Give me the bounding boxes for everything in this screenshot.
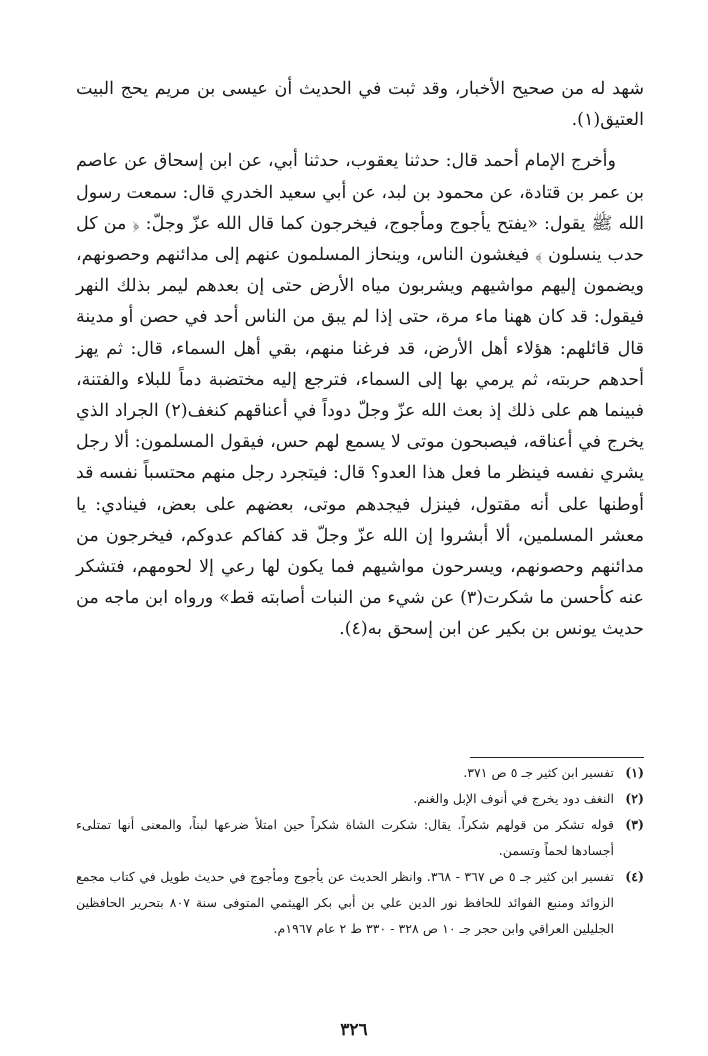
footnote-divider [470,757,644,758]
paragraph-1: شهد له من صحيح الأخبار، وقد ثبت في الحديث أن عيسى بن مريم يحج البيت العتيق(١). [76,79,644,131]
footnotes [76,760,644,942]
footnote-4 [76,864,644,942]
footnote-text: قوله تشكر من قولهم شكراً. يقال: شكرت الشاة شكراً حين امتلأ ضرعها لبناً، والمعنى أنها تمتلىء أجسادها لحماً وتسمن. [76,817,614,858]
footnote-text: النغف دود يخرج في أنوف الإبل والغنم. [413,791,614,806]
paragraph-2: وأخرج الإمام أحمد قال: حدثنا يعقوب، حدثنا أبي، عن ابن إسحاق عن عاصم بن عمر بن قتادة، عن محمود بن لبد، عن أبي سعيد الخدري قال: سمعت رسول الله ﷺ يقول: «يفتح يأجوج ومأجوج، فيخرجون كما قال الله عزّ وجلّ: ﴿ من كل حدب ينسلون ﴾ فيغشون الناس، وينحاز المسلمون عنهم إلى مدائنهم وحصونهم، ويضمون إليهم مواشيهم ويشربون مياه الأرض حتى إن بعدهم ليمر بذلك النهر فيقول: قد كان ههنا ماء مرة، حتى إذا لم يبق من الناس أحد في حصن أو مدينة قال قائلهم: هؤلاء أهل الأرض، قد فرغنا منهم، بقي أهل السماء، قال: ثم يهز أحدهم حربته، ثم يرمي بها إلى السماء، فترجع إليه مختضبة دماً للبلاء والفتنة، فبينما هم على ذلك إذ بعث الله عزّ وجلّ دوداً في أعناقهم كنغف(٢) الجراد الذي يخرج في أعناقه، فيصبحون موتى لا يسمع لهم حس، فيقول المسلمون: ألا رجل يشري نفسه فينظر ما فعل هذا العدو؟ قال: فيتجرد رجل منهم محتسباً نفسه قد أوطنها على أنه مقتول، فينزل فيجدهم موتى، بعضهم على بعض، فينادي: يا معشر المسلمين، ألا أبشروا إن الله عزّ وجلّ قد كفاكم عدوكم، فيخرجون من مدائنهم وحصونهم، ويسرحون مواشيهم فما يكون لها رعي إلا لحومهم، فتشكر عنه كأحسن ما شكرت(٣) عن شيء من النبات أصابته قط» ورواه ابن ماجه من حديث يونس بن بكير عن ابن إسحق به(٤). [76,151,645,640]
page-number: ٣٢٦ [340,1020,368,1040]
footnote-text: تفسير ابن كثير جـ ٥ ص ٣٦٧ - ٣٦٨. وانظر الحديث عن يأجوج ومأجوج في حديث طويل في كتاب مجمع الزوائد ومنبع الفوائد للحافظ نور الدين علي بن أبي بكر الهيثمي المتوفى سنة ٨٠٧ بتحرير الحافظين الجليلين العراقي وابن حجر جـ ١٠ ص ٣٢٨ - ٣٣٠ ط ٢ عام ١٩٦٧م. [76,869,615,936]
footnote-2 [76,786,644,812]
footnote-text: تفسير ابن كثير جـ ٥ ص ٣٧١. [463,765,614,780]
footnote-1 [76,760,644,786]
footnote-number: (٤) [625,869,644,884]
footnote-3 [76,812,644,864]
footnote-number: (٢) [625,791,644,806]
footnote-number: (١) [625,765,644,780]
main-text [76,74,644,646]
footnote-number: (٣) [625,817,644,832]
